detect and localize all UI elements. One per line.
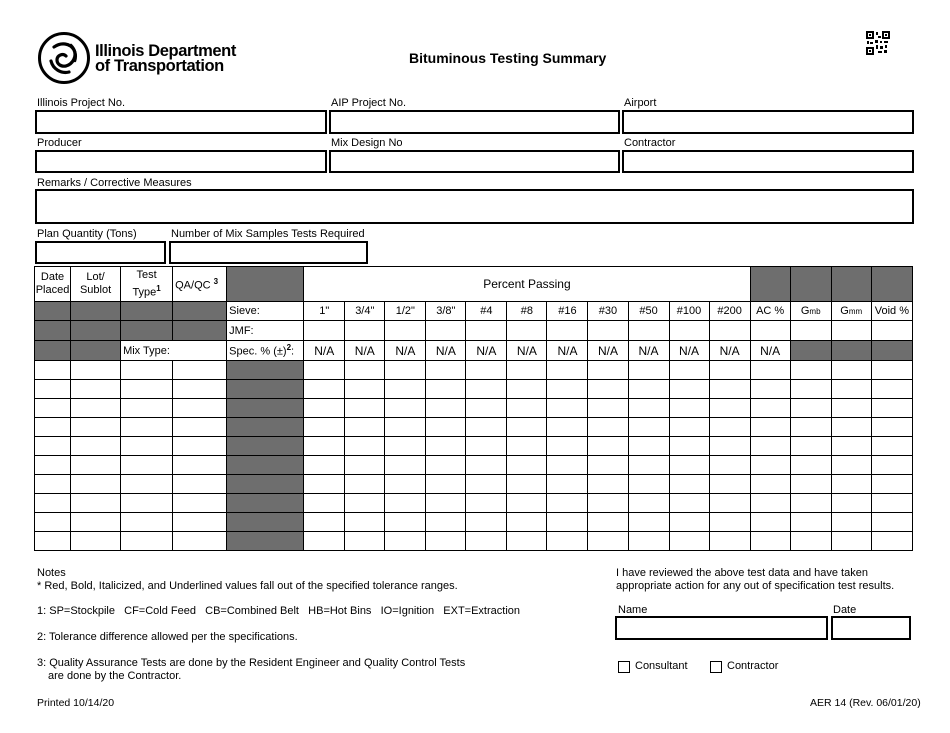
table-cell[interactable] [547, 456, 588, 475]
spec-value: N/A [385, 341, 426, 361]
remarks-label: Remarks / Corrective Measures [37, 177, 192, 189]
date-field[interactable] [831, 616, 911, 640]
table-cell[interactable] [173, 456, 227, 475]
plan-quantity-label: Plan Quantity (Tons) [37, 228, 137, 240]
table-cell[interactable] [588, 399, 628, 418]
review-statement-2: appropriate action for any out of specification test results. [616, 580, 895, 592]
table-cell[interactable] [385, 437, 426, 456]
contractor-field[interactable] [622, 150, 914, 173]
table-cell[interactable] [304, 494, 345, 513]
table-cell[interactable] [588, 418, 628, 437]
table-cell[interactable] [588, 494, 628, 513]
sieve-row [35, 302, 913, 321]
table-cell[interactable] [750, 361, 790, 380]
test-results-table [34, 266, 913, 551]
airport-field[interactable] [622, 110, 914, 134]
table-cell[interactable] [709, 418, 750, 437]
table-cell[interactable] [790, 513, 831, 532]
table-cell[interactable] [628, 475, 669, 494]
table-cell[interactable] [121, 361, 173, 380]
spec-value: N/A [669, 341, 709, 361]
table-cell[interactable] [628, 494, 669, 513]
table-cell[interactable] [304, 418, 345, 437]
table-cell[interactable] [71, 494, 121, 513]
table-cell[interactable] [790, 494, 831, 513]
table-cell[interactable] [385, 456, 426, 475]
table-cell[interactable] [628, 361, 669, 380]
table-cell[interactable] [466, 475, 507, 494]
printed-date: Printed 10/14/20 [37, 697, 115, 709]
sieve-no30: #30 [588, 302, 628, 321]
table-cell[interactable] [304, 399, 345, 418]
table-cell[interactable] [345, 418, 385, 437]
spec-value: N/A [709, 341, 750, 361]
consultant-label: Consultant [635, 660, 688, 672]
aip-project-no-field[interactable] [329, 110, 620, 134]
table-row [35, 456, 913, 475]
spec-value: N/A [507, 341, 547, 361]
col-date-placed: Date Placed [35, 267, 71, 302]
table-cell[interactable] [35, 418, 71, 437]
table-cell[interactable] [507, 475, 547, 494]
table-cell[interactable] [466, 494, 507, 513]
table-cell[interactable] [871, 399, 912, 418]
sieve-no4: #4 [466, 302, 507, 321]
consultant-checkbox[interactable] [618, 661, 630, 673]
table-cell[interactable] [709, 532, 750, 551]
table-cell [227, 494, 304, 513]
table-row [35, 532, 913, 551]
table-cell[interactable] [121, 399, 173, 418]
note-3: 3: Quality Assurance Tests are done by the Resident Engineer and Quality Control Tests [37, 657, 466, 669]
mix-type-label: Mix Type: [121, 341, 227, 361]
table-row [35, 418, 913, 437]
table-cell[interactable] [173, 513, 227, 532]
note-2: 2: Tolerance difference allowed per the specifications. [37, 631, 298, 643]
table-cell[interactable] [71, 475, 121, 494]
note-tolerance-flag: * Red, Bold, Italicized, and Underlined values fall out of the specified tolerance ranges. [37, 580, 458, 592]
table-cell[interactable] [173, 380, 227, 399]
table-cell[interactable] [385, 532, 426, 551]
table-cell[interactable] [709, 399, 750, 418]
table-cell[interactable] [507, 418, 547, 437]
table-cell[interactable] [790, 361, 831, 380]
table-cell[interactable] [507, 532, 547, 551]
contractor-checkbox[interactable] [710, 661, 722, 673]
table-cell[interactable] [871, 380, 912, 399]
table-cell[interactable] [831, 418, 871, 437]
table-cell[interactable] [790, 532, 831, 551]
table-cell[interactable] [345, 361, 385, 380]
table-cell[interactable] [750, 418, 790, 437]
aip-project-no-label: AIP Project No. [331, 97, 406, 109]
table-cell[interactable] [426, 494, 466, 513]
sieve-no100: #100 [669, 302, 709, 321]
mix-design-label: Mix Design No [331, 137, 403, 149]
table-cell[interactable] [588, 361, 628, 380]
table-cell[interactable] [304, 380, 345, 399]
table-cell[interactable] [709, 456, 750, 475]
table-cell [227, 380, 304, 399]
table-cell[interactable] [71, 380, 121, 399]
table-cell[interactable] [628, 399, 669, 418]
table-cell[interactable] [831, 361, 871, 380]
table-cell[interactable] [173, 494, 227, 513]
spec-value-ac: N/A [750, 341, 790, 361]
table-cell[interactable] [35, 494, 71, 513]
table-cell[interactable] [709, 437, 750, 456]
table-cell[interactable] [466, 513, 507, 532]
page-title: Bituminous Testing Summary [409, 50, 607, 66]
table-cell[interactable] [507, 513, 547, 532]
col-qaqc: QA/QC $^3$ [173, 267, 227, 302]
table-row [35, 380, 913, 399]
table-cell[interactable] [173, 437, 227, 456]
table-cell[interactable] [304, 437, 345, 456]
table-cell[interactable] [426, 437, 466, 456]
table-cell[interactable] [121, 475, 173, 494]
table-cell[interactable] [588, 456, 628, 475]
table-row [35, 475, 913, 494]
review-statement-1: I have reviewed the above test data and have taken [616, 567, 868, 579]
jmf-row [35, 321, 913, 341]
table-cell[interactable] [750, 399, 790, 418]
table-cell [227, 456, 304, 475]
table-cell[interactable] [871, 456, 912, 475]
table-cell[interactable] [466, 437, 507, 456]
plan-quantity-field[interactable] [35, 241, 166, 264]
table-cell[interactable] [71, 361, 121, 380]
sieve-no16: #16 [547, 302, 588, 321]
table-cell[interactable] [466, 418, 507, 437]
table-cell[interactable] [588, 475, 628, 494]
table-cell[interactable] [121, 532, 173, 551]
table-row [35, 494, 913, 513]
table-cell [227, 361, 304, 380]
table-cell[interactable] [35, 513, 71, 532]
table-header-row [35, 267, 913, 302]
mix-design-field[interactable] [329, 150, 620, 173]
table-cell[interactable] [790, 399, 831, 418]
table-cell[interactable] [385, 494, 426, 513]
table-cell[interactable] [385, 418, 426, 437]
table-cell[interactable] [173, 399, 227, 418]
table-cell[interactable] [628, 532, 669, 551]
table-cell[interactable] [466, 532, 507, 551]
table-cell[interactable] [426, 418, 466, 437]
qr-code-icon [866, 31, 890, 55]
table-cell[interactable] [71, 513, 121, 532]
contractor-checkbox-label: Contractor [727, 660, 779, 672]
spec-value: N/A [628, 341, 669, 361]
spec-label: Spec. % $(\pm)^2$: [227, 341, 304, 361]
table-cell[interactable] [871, 532, 912, 551]
contractor-label: Contractor [624, 137, 676, 149]
num-samples-field[interactable] [169, 241, 368, 264]
table-cell[interactable] [426, 475, 466, 494]
table-cell[interactable] [871, 437, 912, 456]
table-cell[interactable] [669, 399, 709, 418]
table-cell[interactable] [709, 380, 750, 399]
table-cell[interactable] [750, 532, 790, 551]
table-cell[interactable] [790, 380, 831, 399]
table-cell[interactable] [345, 399, 385, 418]
table-cell[interactable] [790, 475, 831, 494]
ac-percent-header: AC % [750, 302, 790, 321]
table-cell[interactable] [750, 513, 790, 532]
table-cell[interactable] [35, 380, 71, 399]
name-label: Name [618, 604, 648, 616]
note-1: 1: SP=Stockpile CF=Cold Feed CB=Combined Belt HB=Hot Bins IO=Ignition EXT=Extraction [37, 605, 521, 617]
table-cell[interactable] [304, 513, 345, 532]
note-3-cont: are done by the Contractor. [48, 670, 182, 682]
table-cell[interactable] [71, 456, 121, 475]
table-cell[interactable] [750, 380, 790, 399]
table-cell[interactable] [345, 437, 385, 456]
table-cell[interactable] [35, 399, 71, 418]
table-cell[interactable] [507, 380, 547, 399]
table-cell[interactable] [385, 361, 426, 380]
spec-value: N/A [345, 341, 385, 361]
table-cell[interactable] [588, 513, 628, 532]
table-cell[interactable] [547, 532, 588, 551]
table-cell[interactable] [466, 456, 507, 475]
table-cell[interactable] [345, 475, 385, 494]
table-cell[interactable] [35, 456, 71, 475]
table-cell [227, 418, 304, 437]
spec-value: N/A [426, 341, 466, 361]
table-row [35, 399, 913, 418]
table-cell[interactable] [71, 418, 121, 437]
airport-label: Airport [624, 97, 657, 109]
table-cell[interactable] [871, 418, 912, 437]
table-cell[interactable] [628, 437, 669, 456]
table-cell[interactable] [831, 437, 871, 456]
table-cell[interactable] [507, 399, 547, 418]
table-cell[interactable] [173, 532, 227, 551]
table-cell[interactable] [345, 380, 385, 399]
table-cell[interactable] [345, 494, 385, 513]
table-cell[interactable] [547, 361, 588, 380]
table-cell[interactable] [121, 380, 173, 399]
table-cell[interactable] [709, 494, 750, 513]
notes-heading: Notes [37, 567, 66, 579]
table-cell[interactable] [507, 437, 547, 456]
table-cell[interactable] [507, 361, 547, 380]
col-test-type: Test Type$^1$ [121, 267, 173, 302]
table-cell[interactable] [831, 399, 871, 418]
date-label: Date [833, 604, 857, 616]
table-cell[interactable] [871, 513, 912, 532]
table-cell[interactable] [426, 513, 466, 532]
table-cell[interactable] [547, 437, 588, 456]
table-cell[interactable] [345, 513, 385, 532]
table-cell[interactable] [669, 456, 709, 475]
table-cell[interactable] [669, 361, 709, 380]
table-cell[interactable] [121, 494, 173, 513]
table-cell[interactable] [831, 456, 871, 475]
table-cell[interactable] [466, 399, 507, 418]
table-cell[interactable] [304, 456, 345, 475]
sieve-3-8in: 3/8" [426, 302, 466, 321]
table-cell[interactable] [669, 418, 709, 437]
table-cell[interactable] [35, 361, 71, 380]
table-cell[interactable] [669, 380, 709, 399]
sieve-no200: #200 [709, 302, 750, 321]
table-row [35, 437, 913, 456]
table-cell[interactable] [790, 456, 831, 475]
producer-field[interactable] [35, 150, 327, 173]
table-cell[interactable] [588, 532, 628, 551]
table-cell[interactable] [709, 475, 750, 494]
table-cell[interactable] [871, 361, 912, 380]
sieve-no50: #50 [628, 302, 669, 321]
table-cell[interactable] [173, 418, 227, 437]
sieve-no8: #8 [507, 302, 547, 321]
table-cell[interactable] [750, 437, 790, 456]
table-cell [227, 513, 304, 532]
table-cell[interactable] [547, 418, 588, 437]
percent-passing-header: Percent Passing [304, 267, 750, 302]
table-cell[interactable] [831, 494, 871, 513]
table-cell[interactable] [669, 513, 709, 532]
table-cell[interactable] [385, 380, 426, 399]
col-lot-sublot: Lot/ Sublot [71, 267, 121, 302]
jmf-label: JMF: [227, 321, 304, 341]
table-cell[interactable] [466, 380, 507, 399]
name-field[interactable] [615, 616, 828, 640]
table-cell[interactable] [121, 437, 173, 456]
spec-value: N/A [588, 341, 628, 361]
spec-value: N/A [466, 341, 507, 361]
project-no-label: Illinois Project No. [37, 97, 126, 109]
table-cell[interactable] [547, 513, 588, 532]
table-cell[interactable] [304, 532, 345, 551]
table-cell[interactable] [71, 532, 121, 551]
table-cell[interactable] [121, 513, 173, 532]
table-cell[interactable] [831, 475, 871, 494]
table-cell[interactable] [426, 456, 466, 475]
gmb-header: Gmb [790, 302, 831, 321]
table-cell[interactable] [709, 513, 750, 532]
table-cell[interactable] [871, 494, 912, 513]
table-cell[interactable] [831, 532, 871, 551]
table-row [35, 513, 913, 532]
table-cell[interactable] [173, 475, 227, 494]
table-cell[interactable] [547, 399, 588, 418]
table-cell[interactable] [790, 418, 831, 437]
table-cell[interactable] [385, 399, 426, 418]
table-cell[interactable] [669, 475, 709, 494]
table-cell[interactable] [750, 494, 790, 513]
table-cell[interactable] [35, 532, 71, 551]
table-cell [227, 475, 304, 494]
table-cell[interactable] [466, 361, 507, 380]
table-cell[interactable] [426, 399, 466, 418]
table-cell[interactable] [871, 475, 912, 494]
table-cell[interactable] [426, 380, 466, 399]
table-cell[interactable] [507, 456, 547, 475]
spec-value: N/A [304, 341, 345, 361]
table-cell[interactable] [426, 532, 466, 551]
table-cell[interactable] [669, 437, 709, 456]
table-cell [227, 437, 304, 456]
form-number: AER 14 (Rev. 06/01/20) [810, 697, 921, 709]
table-cell[interactable] [628, 418, 669, 437]
table-cell[interactable] [628, 513, 669, 532]
table-cell[interactable] [345, 532, 385, 551]
table-cell[interactable] [628, 456, 669, 475]
table-row [35, 361, 913, 380]
org-name: Illinois Department of Transportation [95, 42, 236, 75]
table-cell[interactable] [709, 361, 750, 380]
sieve-label: Sieve: [227, 302, 304, 321]
remarks-field[interactable] [35, 189, 914, 224]
table-cell[interactable] [750, 475, 790, 494]
table-cell[interactable] [831, 380, 871, 399]
table-cell[interactable] [790, 437, 831, 456]
table-cell[interactable] [71, 399, 121, 418]
sieve-1-2in: 1/2" [385, 302, 426, 321]
table-cell[interactable] [750, 456, 790, 475]
project-no-field[interactable] [35, 110, 327, 134]
spec-row [35, 341, 913, 361]
sieve-1in: 1" [304, 302, 345, 321]
num-samples-label: Number of Mix Samples Tests Required [171, 228, 365, 240]
table-cell[interactable] [669, 532, 709, 551]
table-cell[interactable] [385, 513, 426, 532]
table-cell[interactable] [426, 361, 466, 380]
table-cell[interactable] [121, 456, 173, 475]
table-cell[interactable] [547, 380, 588, 399]
table-cell[interactable] [547, 475, 588, 494]
table-cell[interactable] [588, 380, 628, 399]
table-cell [227, 532, 304, 551]
table-cell[interactable] [35, 475, 71, 494]
void-percent-header: Void % [871, 302, 912, 321]
gmm-header: Gmm [831, 302, 871, 321]
table-cell[interactable] [304, 361, 345, 380]
table-cell[interactable] [121, 418, 173, 437]
table-cell[interactable] [345, 456, 385, 475]
table-cell[interactable] [173, 361, 227, 380]
table-cell[interactable] [385, 475, 426, 494]
table-cell [227, 399, 304, 418]
table-cell[interactable] [304, 475, 345, 494]
producer-label: Producer [37, 137, 82, 149]
sieve-3-4in: 3/4" [345, 302, 385, 321]
table-cell[interactable] [831, 513, 871, 532]
idot-logo [37, 31, 91, 85]
table-cell[interactable] [71, 437, 121, 456]
spec-value: N/A [547, 341, 588, 361]
table-cell[interactable] [588, 437, 628, 456]
table-cell[interactable] [507, 494, 547, 513]
table-cell[interactable] [628, 380, 669, 399]
table-cell[interactable] [547, 494, 588, 513]
table-cell[interactable] [669, 494, 709, 513]
table-cell[interactable] [35, 437, 71, 456]
